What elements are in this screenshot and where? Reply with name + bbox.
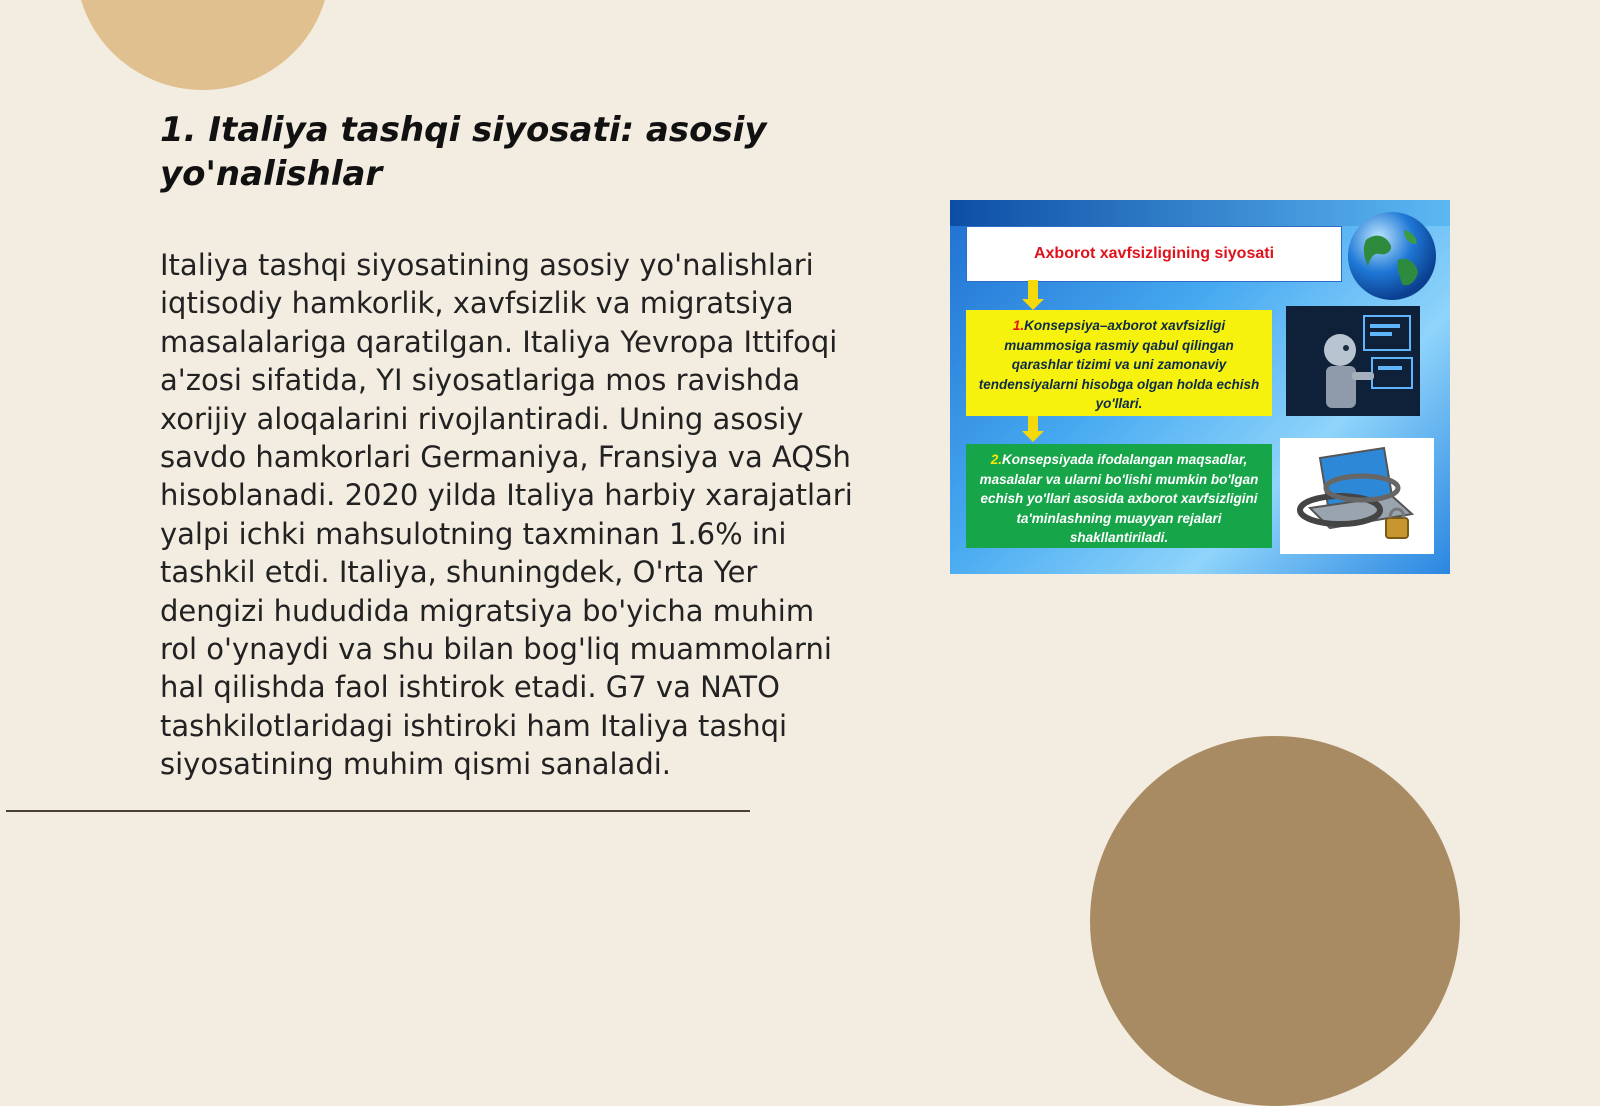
picture-item-1-text: Konsepsiya–axborot xavfsizligi muammosiga rasmiy qabul qilingan qarashlar tizimi va uni zamonaviy tendensiyalarni hisobga olgan holda echish yo'llari. [978,318,1260,411]
chained-laptop-image [1280,438,1434,554]
arrow-down-1 [1028,280,1038,300]
picture-heading: Axborot xavfsizligining siyosati [1033,245,1275,262]
info-security-picture [950,200,1450,574]
decorative-circle-bottom [1090,736,1460,1106]
robot-image [1286,306,1420,416]
slide-body-text: Italiya tashqi siyosatining asosiy yo'nalishlari iqtisodiy hamkorlik, xavfsizlik va migratsiya masalalariga qaratilgan. Italiya Yevropa Ittifoqi a'zosi sifatida, YI siyosatlariga mos ravishda xorijiy aloqalarini rivojlantiradi. Uning asosiy savdo hamkorlari Germaniya, Fransiya va AQSh hisoblanadi. 2020 yilda Italiya harbiy xarajatlari yalpi ichki mahsulotning taxminan 1.6% ini tashkil etdi. Italiya, shuningdek, O'rta Yer dengizi hududida migratsiya bo'yicha muhim rol o'ynaydi va shu bilan bog'liq muammolarni hal qilishda faol ishtirok etadi. G7 va NATO tashkilotlaridagi ishtiroki ham Italiya tashqi siyosatining muhim qismi sanaladi. [160,248,853,782]
picture-item-2 [966,444,1272,548]
arrow-down-2 [1028,416,1038,432]
decorative-circle-top [76,0,330,90]
picture-heading-box [966,226,1342,282]
slide-title: 1. Italiya tashqi siyosati: asosiy yo'nalishlar [160,110,767,194]
picture-item-2-number: 2. [990,452,1002,467]
globe-icon [1346,210,1438,302]
picture-item-1-number: 1. [1012,318,1025,333]
picture-item-2-text: Konsepsiyada ifodalangan maqsadlar, masalalar va ularni bo'lishi mumkin bo'lgan echish yo'llari asosida axborot xavfsizligini ta'minlashning muayyan rejalari shakllantiriladi. [979,452,1259,545]
decorative-underline [6,810,750,812]
picture-item-1 [966,310,1272,416]
